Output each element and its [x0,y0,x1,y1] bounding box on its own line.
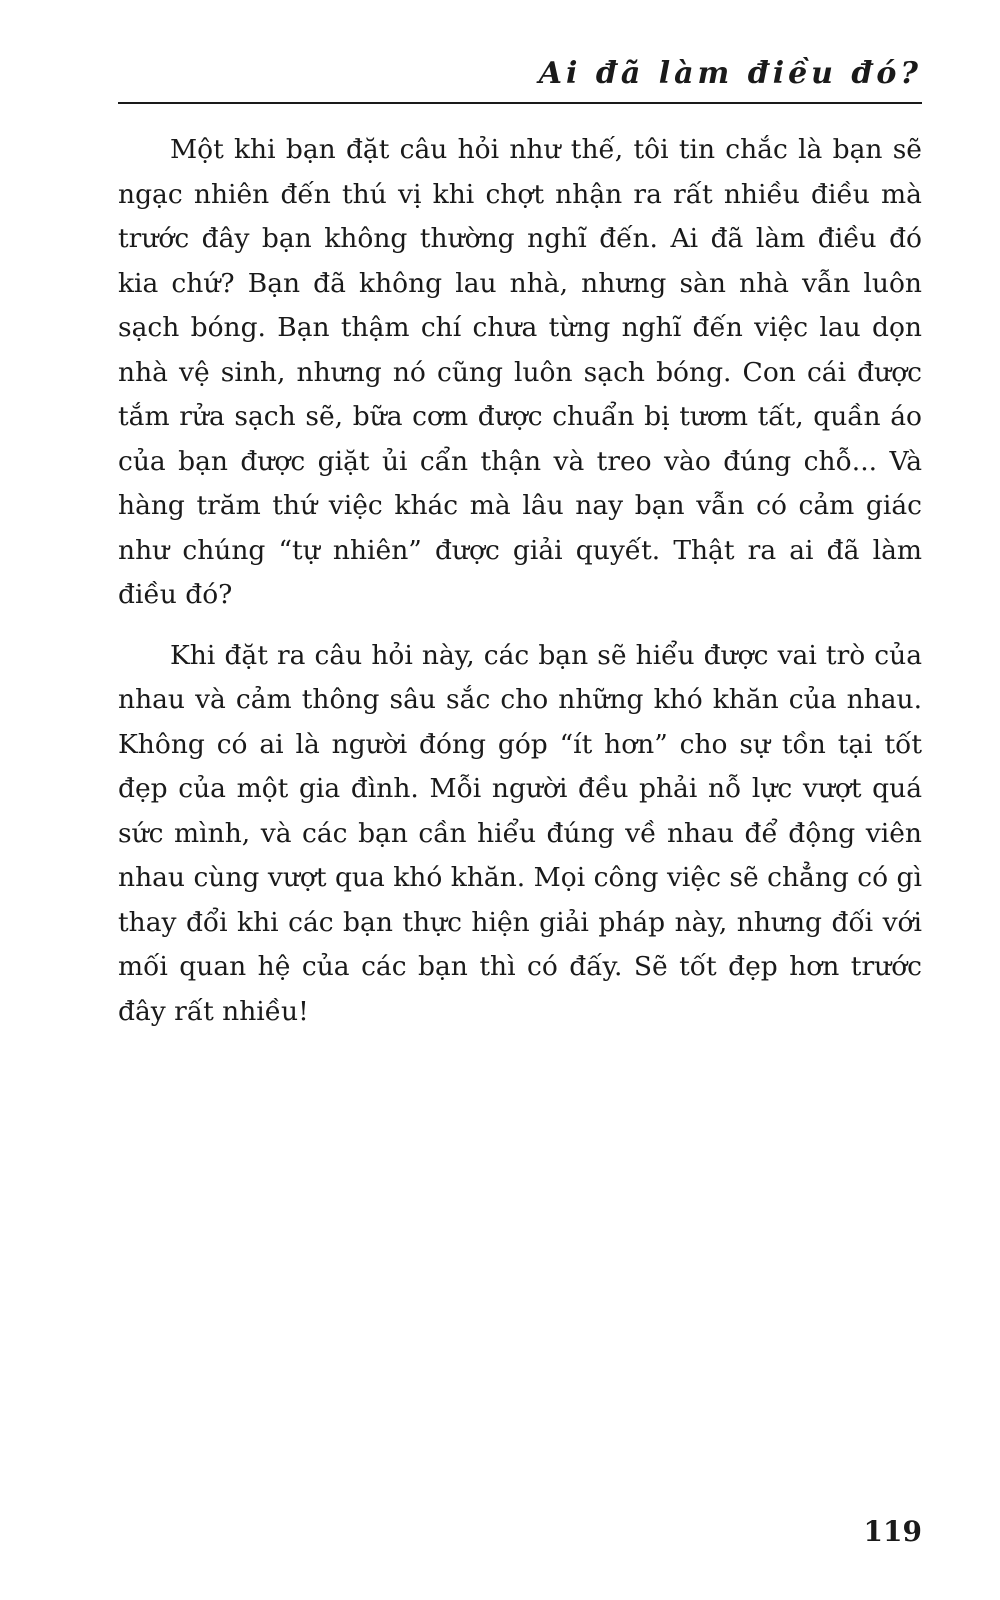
running-header-title: Ai đã làm điều đó? [538,56,922,91]
paragraph: Một khi bạn đặt câu hỏi như thế, tôi tin chắc là bạn sẽ ngạc nhiên đến thú vị khi chợt nhận ra rất nhiều điều mà trước đây bạn không thường nghĩ đến. Ai đã làm điều đó kia chứ? Bạn đã không lau nhà, nhưng sàn nhà vẫn luôn sạch bóng. Bạn thậm chí chưa từng nghĩ đến việc lau dọn nhà vệ sinh, nhưng nó cũng luôn sạch bóng. Con cái được tắm rửa sạch sẽ, bữa cơm được chuẩn bị tươm tất, quần áo của bạn được giặt ủi cẩn thận và treo vào đúng chỗ... Và hàng trăm thứ việc khác mà lâu nay bạn vẫn có cảm giác như chúng “tự nhiên” được giải quyết. Thật ra ai đã làm điều đó? [118,134,922,610]
body-text [118,128,922,1050]
page-number: 119 [863,1515,922,1548]
paragraph: Khi đặt ra câu hỏi này, các bạn sẽ hiểu được vai trò của nhau và cảm thông sâu sắc cho những khó khăn của nhau. Không có ai là người đóng góp “ít hơn” cho sự tồn tại tốt đẹp của một gia đình. Mỗi người đều phải nỗ lực vượt quá sức mình, và các bạn cần hiểu đúng về nhau để động viên nhau cùng vượt qua khó khăn. Mọi công việc sẽ chẳng có gì thay đổi khi các bạn thực hiện giải pháp này, nhưng đối với mối quan hệ của các bạn thì có đấy. Sẽ tốt đẹp hơn trước đây rất nhiều! [118,639,922,1027]
header-rule [118,102,922,104]
